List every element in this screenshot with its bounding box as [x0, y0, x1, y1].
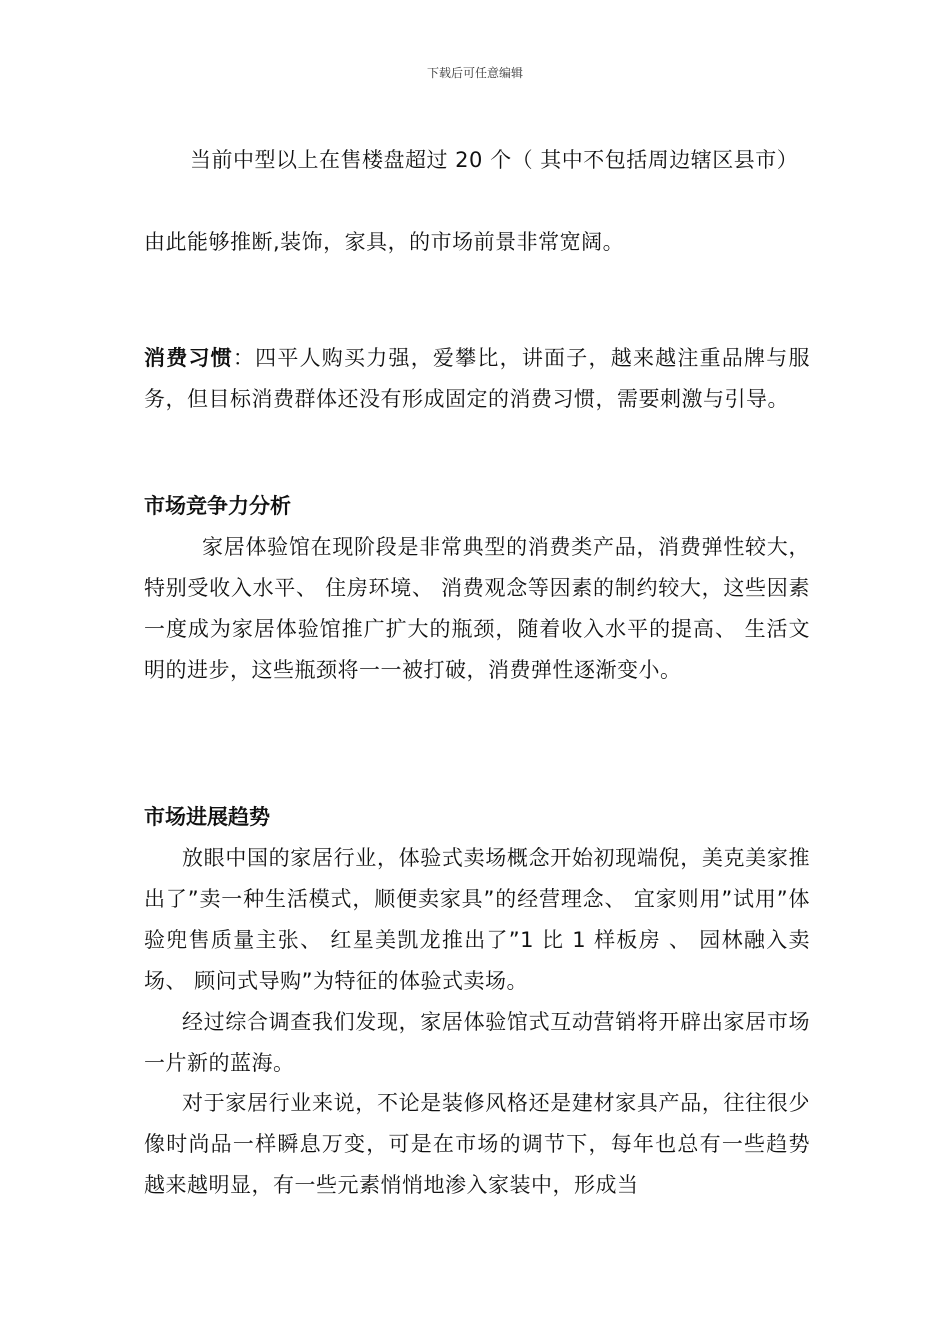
intro-text: 当前中型以上在售楼盘超过 20 个（ 其中不包括周边辖区县市） — [190, 148, 799, 172]
consumption-paragraph — [144, 338, 810, 420]
page-header-note: 下载后可任意编辑 — [426, 66, 523, 80]
competition-paragraph: 家居体验馆在现阶段是非常典型的消费类产品，消费弹性较大，特别受收入水平、 住房环境、 消费观念等因素的制约较大，这些因素一度成为家居体验馆推广扩大的瓶颈，随着收入水平的提高、 生活文明的进步，这些瓶颈将一一被打破，消费弹性逐渐变小。 — [144, 535, 810, 682]
trend-paragraph-1: 放眼中国的家居行业，体验式卖场概念开始初现端倪，美克美家推出了”卖一种生活模式，顺便卖家具”的经营理念、 宜家则用”试用”体验兜售质量主张、 红星美凯龙推出了”1 比 1 样板房 、 园林融入卖场、 顾问式导购”为特征的体验式卖场。 — [144, 846, 810, 993]
intro-paragraph — [144, 140, 810, 181]
consumption-text: ：四平人购买力强，爱攀比，讲面子，越来越注重品牌与服务，但目标消费群体还没有形成固定的消费习惯，需要刺激与引导。 — [144, 346, 811, 411]
consumption-label: 消费习惯 — [144, 346, 233, 370]
trend-paragraph-3: 对于家居行业来说，不论是装修风格还是建材家具产品，往往很少像时尚品一样瞬息万变，可是在市场的调节下，每年也总有一些趋势越来越明显，有一些元素悄悄地渗入家装中，形成当 — [144, 1091, 810, 1197]
intro-conclusion: 由此能够推断,装饰，家具，的市场前景非常宽阔。 — [144, 230, 625, 254]
competition-heading: 市场竞争力分析 — [144, 494, 291, 518]
trend-paragraph-2: 经过综合调查我们发现，家居体验馆式互动营销将开辟出家居市场一片新的蓝海。 — [144, 1010, 810, 1075]
trend-heading: 市场进展趋势 — [144, 805, 270, 829]
